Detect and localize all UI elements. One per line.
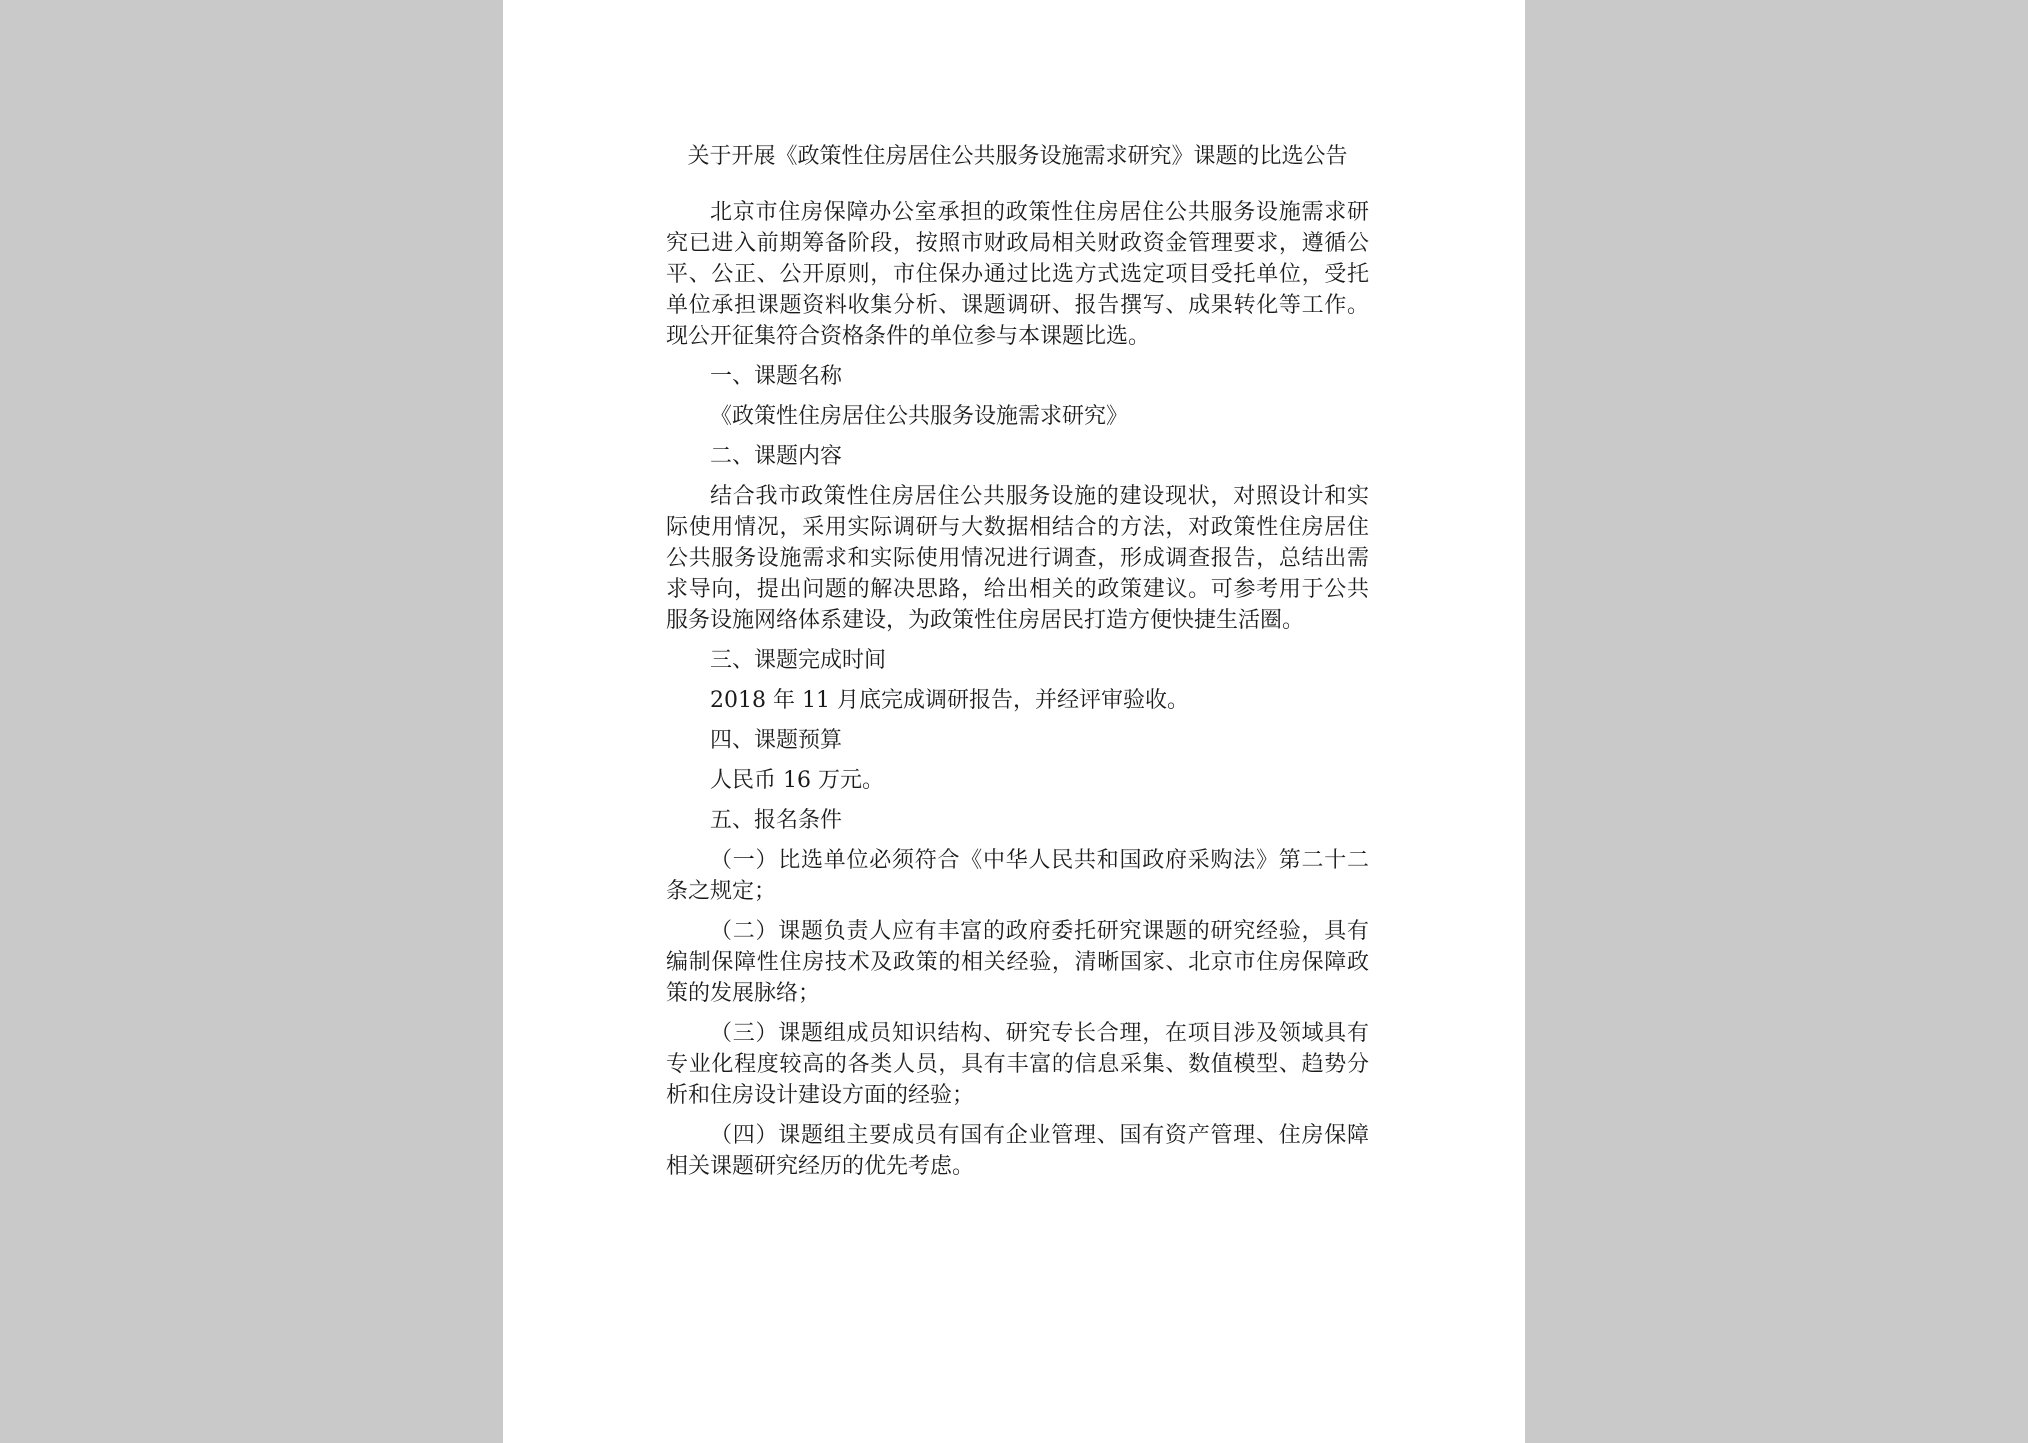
body-paragraph: 结合我市政策性住房居住公共服务设施的建设现状，对照设计和实际使用情况，采用实际调研与大数据相结合的方法，对政策性住房居住公共服务设施需求和实际使用情况进行调查，形成调查报告，总结出需求导向，提出问题的解决思路，给出相关的政策建议。可参考用于公共服务设施网络体系建设，为政策性住房居民打造方便快捷生活圈。 xyxy=(666,484,1369,633)
section-heading: 三、课题完成时间 xyxy=(710,648,887,673)
condition-item: （三）课题组成员知识结构、研究专长合理，在项目涉及领域具有专业化程度较高的各类人员，具有丰富的信息采集、数值模型、趋势分析和住房设计建设方面的经验； xyxy=(666,1021,1369,1108)
document-body xyxy=(666,142,1369,1191)
intro-paragraph: 北京市住房保障办公室承担的政策性住房居住公共服务设施需求研究已进入前期筹备阶段，按照市财政局相关财政资金管理要求，遵循公平、公正、公开原则，市住保办通过比选方式选定项目受托单位，受托单位承担课题资料收集分析、课题调研、报告撰写、成果转化等工作。现公开征集符合资格条件的单位参与本课题比选。 xyxy=(666,200,1369,349)
section-heading: 二、课题内容 xyxy=(710,444,843,469)
body-paragraph: 2018 年 11 月底完成调研报告，并经评审验收。 xyxy=(710,688,1189,713)
section-heading: 四、课题预算 xyxy=(710,728,843,753)
condition-item: （二）课题负责人应有丰富的政府委托研究课题的研究经验，具有编制保障性住房技术及政策的相关经验，清晰国家、北京市住房保障政策的发展脉络； xyxy=(666,919,1369,1006)
document-page xyxy=(503,0,1525,1443)
body-paragraph: 《政策性住房居住公共服务设施需求研究》 xyxy=(710,404,1129,429)
section-heading: 五、报名条件 xyxy=(710,808,843,833)
document-title: 关于开展《政策性住房居住公共服务设施需求研究》课题的比选公告 xyxy=(687,144,1348,169)
condition-item: （四）课题组主要成员有国有企业管理、国有资产管理、住房保障相关课题研究经历的优先考虑。 xyxy=(666,1123,1369,1179)
section-heading: 一、课题名称 xyxy=(710,364,843,389)
body-paragraph: 人民币 16 万元。 xyxy=(710,768,884,793)
condition-item: （一）比选单位必须符合《中华人民共和国政府采购法》第二十二条之规定； xyxy=(666,848,1369,904)
